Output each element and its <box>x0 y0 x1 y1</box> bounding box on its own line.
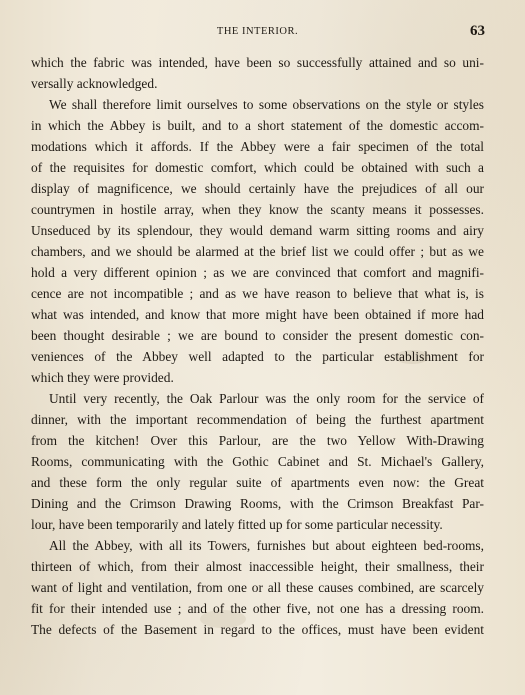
running-head: THE INTERIOR. <box>216 26 299 37</box>
text-line: thirteen of which, from their almost inaccessible height, their smallness, their <box>31 559 484 574</box>
text-line: been thought desirable ; we are bound to consider the present domestic con- <box>31 328 484 343</box>
text-line: Dining and the Crimson Drawing Rooms, with the Crimson Breakfast Par- <box>31 496 484 511</box>
text-line: which they were provided. <box>31 370 174 385</box>
text-line: Until very recently, the Oak Parlour was the only room for the service of <box>49 391 484 406</box>
text-line: Unseduced by its splendour, they would demand warm sitting rooms and airy <box>31 223 484 238</box>
text-line: from the kitchen! Over this Parlour, are the two Yellow With-Drawing <box>31 433 484 448</box>
text-line: dinner, with the important recommendation of being the furthest apartment <box>31 412 484 427</box>
page-header <box>30 23 485 46</box>
text-line: versally acknowledged. <box>31 76 158 91</box>
body-text <box>31 52 484 640</box>
text-line: Rooms, communicating with the Gothic Cabinet and St. Michael's Gallery, <box>31 454 484 469</box>
text-line: cence are not incompatible ; and as we have reason to believe that what is, is <box>31 286 484 301</box>
text-line: want of light and ventilation, from one or all these causes combined, are scarcely <box>31 580 484 595</box>
text-line: modations which it affords. If the Abbey were a fair specimen of the total <box>31 139 484 154</box>
page-number: 63 <box>470 23 485 39</box>
text-line: hold a very different opinion ; as we are convinced that comfort and magnifi- <box>31 265 484 280</box>
text-line: in which the Abbey is built, and to a short statement of the domestic accom- <box>31 118 484 133</box>
text-line: The defects of the Basement in regard to the offices, must have been evident <box>31 622 484 637</box>
text-line: We shall therefore limit ourselves to some observations on the style or styles <box>49 97 484 112</box>
text-line: countrymen in hostile array, when they know the scanty means it possesses. <box>31 202 484 217</box>
text-line: and these form the only regular suite of apartments even now: the Great <box>31 475 484 490</box>
text-line: fit for their intended use ; and of the other five, not one has a dressing room. <box>31 601 484 616</box>
text-line: of the requisites for domestic comfort, which could be obtained with such a <box>31 160 484 175</box>
text-line: display of magnificence, we should certainly have the prejudices of all our <box>31 181 484 196</box>
text-line: what was intended, and know that more might have been obtained if more had <box>31 307 484 322</box>
text-line: which the fabric was intended, have been so successfully attained and so uni- <box>31 55 484 70</box>
text-line: All the Abbey, with all its Towers, furnishes but about eighteen bed-rooms, <box>49 538 484 553</box>
text-line: chambers, and we should be alarmed at the brief list we could offer ; but as we <box>31 244 484 259</box>
text-line: veniences of the Abbey well adapted to the particular establishment for <box>31 349 484 364</box>
text-line: lour, have been temporarily and lately fitted up for some particular necessity. <box>31 517 443 532</box>
